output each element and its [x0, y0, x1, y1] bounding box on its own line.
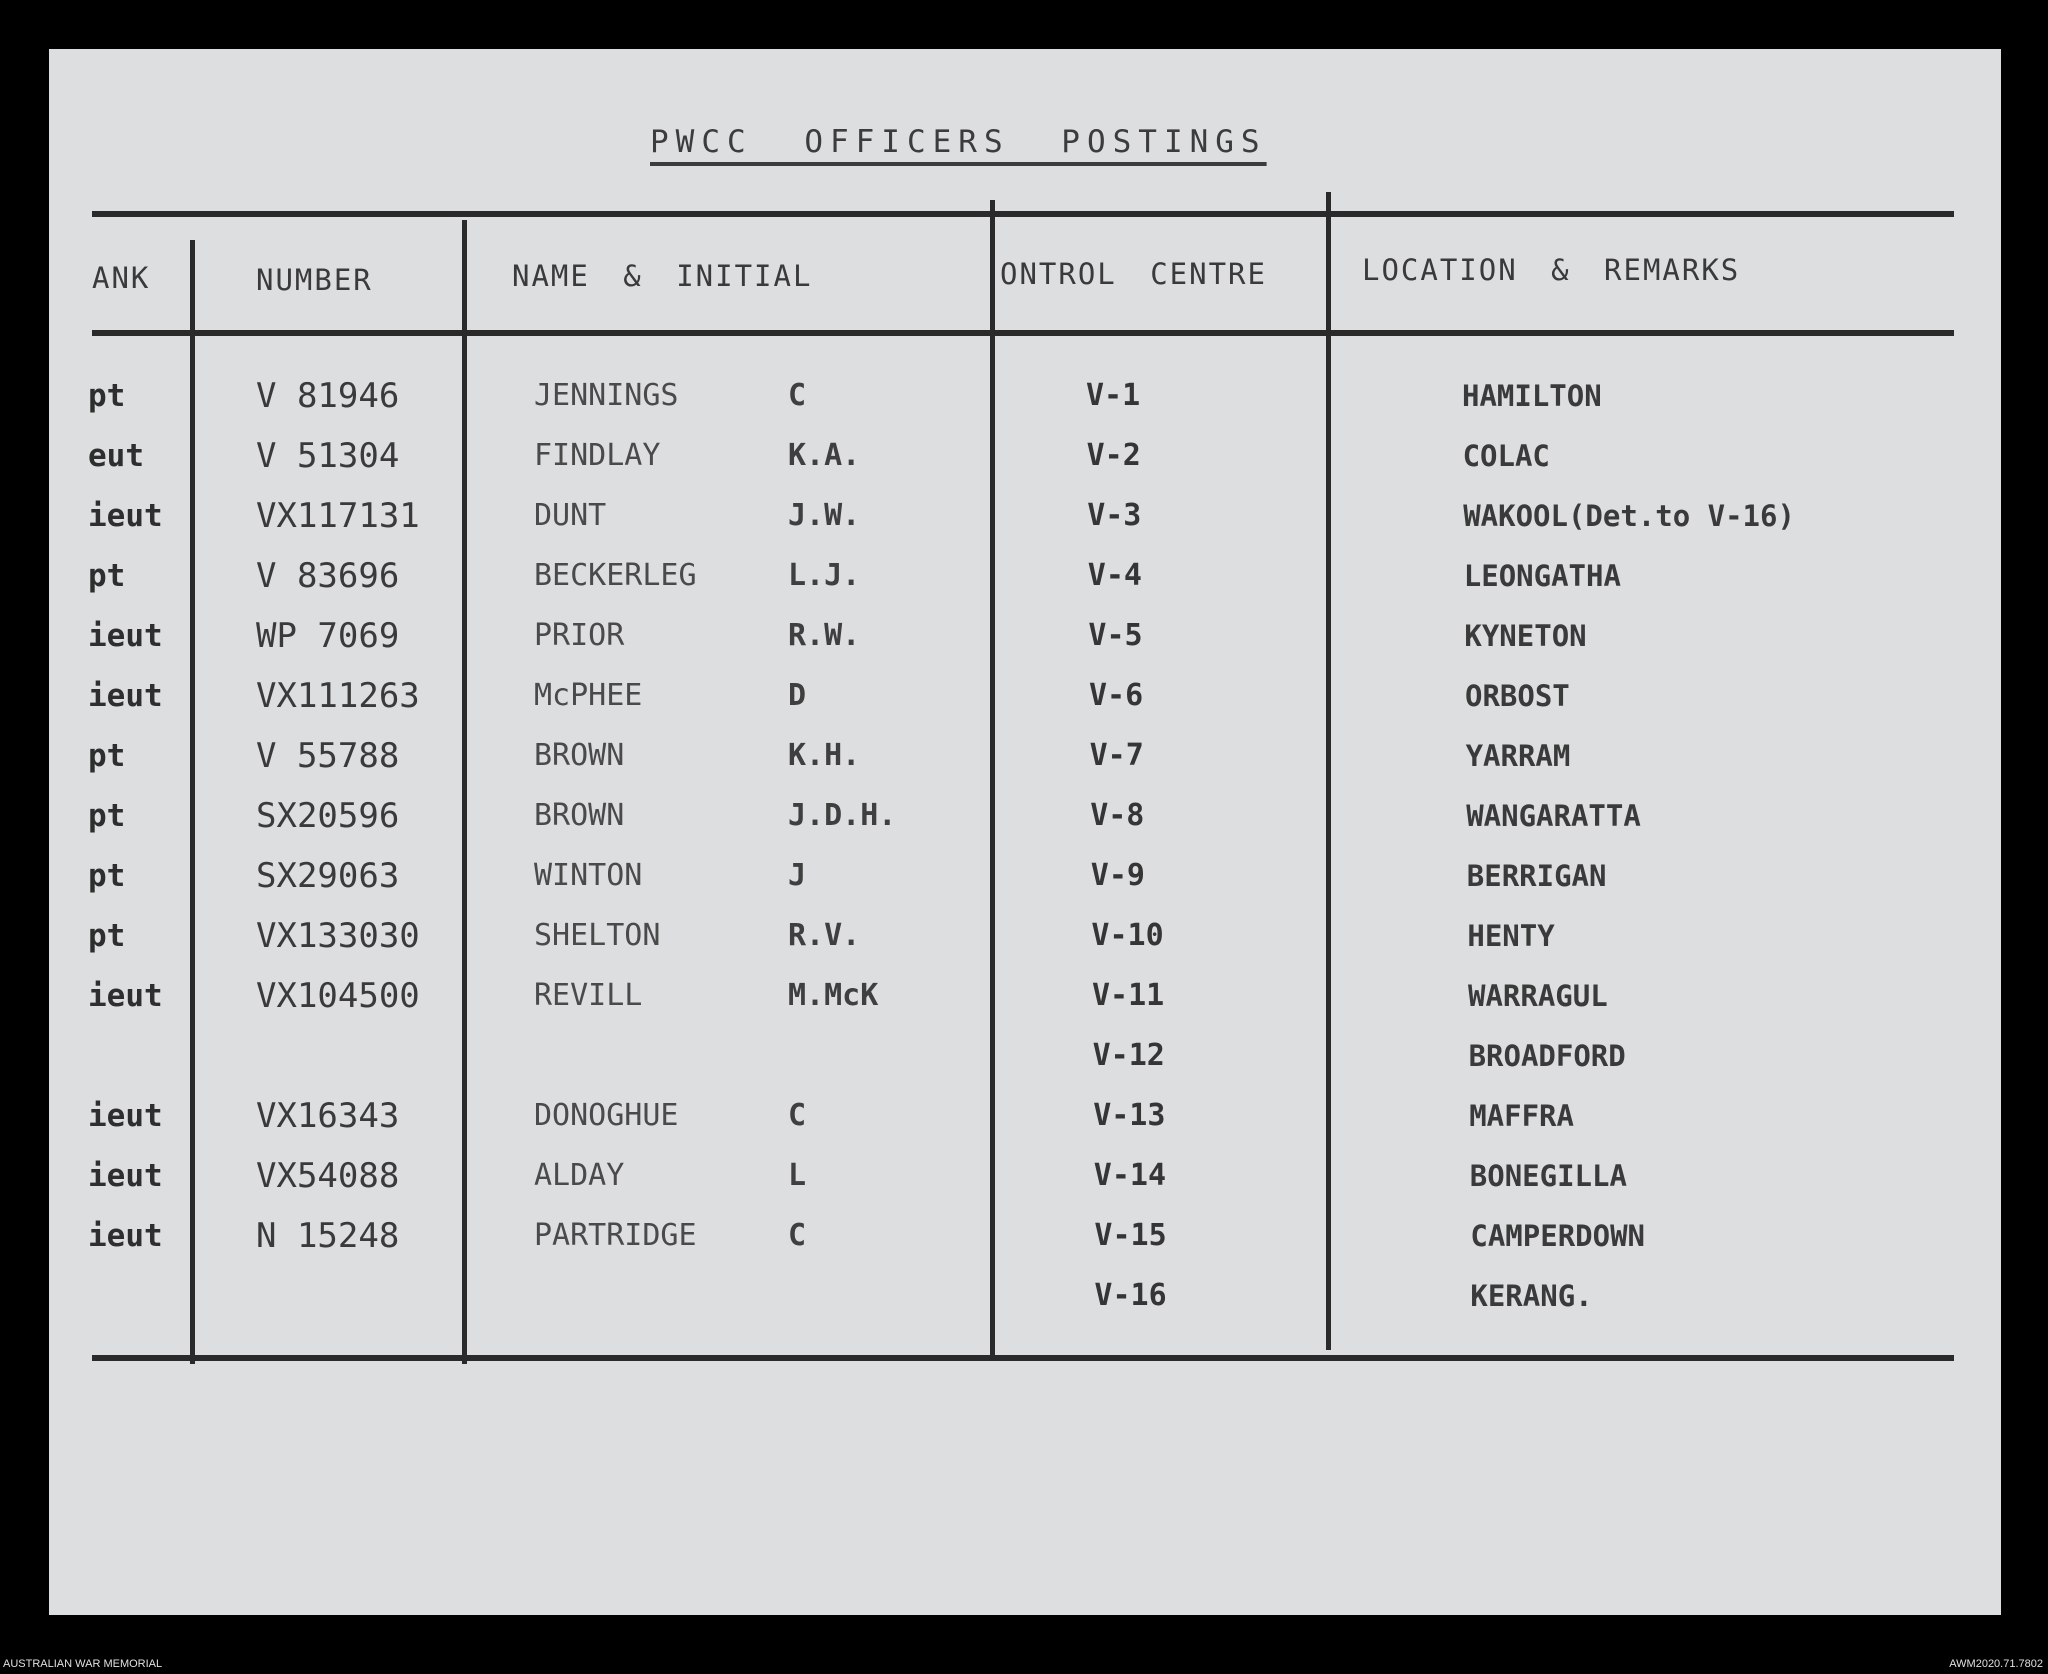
- location-cell: LEONGATHA: [1463, 559, 1621, 593]
- column-divider: [190, 240, 195, 1364]
- location-cell: HENTY: [1467, 919, 1555, 953]
- surname-cell: BECKERLEG: [534, 558, 697, 593]
- control-centre-cell: V-11: [1092, 978, 1165, 1013]
- number-cell: V 81946: [256, 376, 400, 416]
- surname-cell: PRIOR: [534, 618, 625, 653]
- number-cell: V 55788: [256, 736, 400, 776]
- control-centre-cell: V-8: [1090, 798, 1145, 833]
- rank-cell: pt: [88, 918, 126, 954]
- rank-cell: pt: [88, 858, 126, 894]
- location-cell: KYNETON: [1464, 619, 1587, 653]
- number-cell: V 51304: [256, 436, 400, 476]
- number-cell: WP 7069: [256, 616, 400, 656]
- rank-cell: pt: [88, 738, 126, 774]
- surname-cell: SHELTON: [534, 918, 661, 953]
- control-centre-cell: V-15: [1094, 1218, 1167, 1253]
- location-cell: WARRAGUL: [1468, 979, 1608, 1013]
- control-centre-cell: V-3: [1087, 498, 1142, 533]
- initial-cell: L: [788, 1158, 807, 1193]
- initial-cell: J: [788, 858, 807, 893]
- control-centre-cell: V-9: [1090, 858, 1145, 893]
- rank-cell: ieut: [88, 1218, 163, 1254]
- surname-cell: DUNT: [534, 498, 607, 533]
- control-centre-cell: V-12: [1092, 1038, 1165, 1073]
- control-centre-cell: V-5: [1088, 618, 1143, 653]
- footer-right: AWM2020.71.7802: [1949, 1658, 2043, 1670]
- initial-cell: C: [788, 1098, 807, 1133]
- rank-cell: ieut: [88, 618, 163, 654]
- footer-left: AUSTRALIAN WAR MEMORIAL: [3, 1658, 163, 1670]
- number-cell: SX29063: [256, 856, 400, 896]
- rank-cell: ieut: [88, 678, 163, 714]
- control-centre-cell: V-10: [1091, 918, 1164, 953]
- rank-cell: eut: [88, 438, 144, 474]
- number-cell: SX20596: [256, 796, 400, 836]
- header-control-centre: ONTROL CENTRE: [1000, 257, 1267, 291]
- surname-cell: BROWN: [534, 798, 625, 833]
- header-location: LOCATION & REMARKS: [1362, 253, 1741, 287]
- rank-cell: ieut: [88, 498, 163, 534]
- initial-cell: L.J.: [788, 558, 861, 593]
- number-cell: VX111263: [256, 676, 420, 716]
- control-centre-cell: V-6: [1089, 678, 1144, 713]
- header-number: NUMBER: [256, 263, 373, 297]
- surname-cell: ALDAY: [534, 1158, 625, 1193]
- control-centre-cell: V-16: [1094, 1278, 1167, 1313]
- column-divider: [990, 200, 995, 1355]
- location-cell: COLAC: [1462, 439, 1550, 473]
- initial-cell: J.W.: [788, 498, 861, 533]
- rank-cell: ieut: [88, 1098, 163, 1134]
- number-cell: VX104500: [256, 976, 420, 1016]
- table-header-rule: [92, 330, 1954, 336]
- location-cell: WAKOOL(Det.to V-16): [1463, 499, 1795, 533]
- location-cell: BERRIGAN: [1466, 859, 1607, 893]
- surname-cell: DONOGHUE: [534, 1098, 679, 1133]
- surname-cell: REVILL: [534, 978, 643, 1013]
- initial-cell: D: [788, 678, 807, 713]
- header-rank: ANK: [92, 261, 151, 295]
- number-cell: N 15248: [256, 1216, 400, 1256]
- number-cell: VX16343: [256, 1096, 400, 1136]
- table-bottom-rule: [92, 1355, 1954, 1361]
- initial-cell: C: [788, 378, 807, 413]
- location-cell: BROADFORD: [1468, 1039, 1626, 1073]
- column-divider: [1326, 192, 1331, 1350]
- control-centre-cell: V-1: [1086, 378, 1141, 413]
- location-cell: ORBOST: [1465, 679, 1570, 713]
- surname-cell: JENNINGS: [534, 378, 679, 413]
- column-divider: [462, 220, 467, 1364]
- number-cell: VX117131: [256, 496, 420, 536]
- surname-cell: BROWN: [534, 738, 625, 773]
- initial-cell: J.D.H.: [788, 798, 897, 833]
- surname-cell: FINDLAY: [534, 438, 661, 473]
- initial-cell: K.H.: [788, 738, 861, 773]
- control-centre-cell: V-13: [1093, 1098, 1166, 1133]
- location-cell: BONEGILLA: [1469, 1159, 1627, 1193]
- rank-cell: pt: [88, 798, 126, 834]
- location-cell: WANGARATTA: [1466, 799, 1641, 833]
- location-cell: CAMPERDOWN: [1470, 1219, 1645, 1253]
- location-cell: MAFFRA: [1469, 1099, 1574, 1133]
- number-cell: V 83696: [256, 556, 400, 596]
- surname-cell: WINTON: [534, 858, 643, 893]
- surname-cell: PARTRIDGE: [534, 1218, 697, 1253]
- control-centre-cell: V-14: [1093, 1158, 1167, 1193]
- number-cell: VX54088: [256, 1156, 400, 1196]
- control-centre-cell: V-2: [1086, 438, 1141, 473]
- initial-cell: C: [788, 1218, 807, 1253]
- rank-cell: ieut: [88, 1158, 163, 1194]
- initial-cell: K.A.: [788, 438, 861, 473]
- initial-cell: M.McK: [788, 978, 879, 1013]
- location-cell: HAMILTON: [1462, 379, 1602, 413]
- rank-cell: pt: [88, 378, 126, 414]
- control-centre-cell: V-7: [1089, 738, 1144, 773]
- location-cell: YARRAM: [1465, 739, 1571, 773]
- surname-cell: McPHEE: [534, 678, 643, 713]
- control-centre-cell: V-4: [1087, 558, 1142, 593]
- initial-cell: R.V.: [788, 918, 861, 953]
- location-cell: KERANG.: [1470, 1279, 1593, 1313]
- page-title: PWCC OFFICERS POSTINGS: [650, 124, 1267, 160]
- number-cell: VX133030: [256, 916, 420, 956]
- initial-cell: R.W.: [788, 618, 861, 653]
- header-name: NAME & INITIAL: [512, 259, 813, 293]
- rank-cell: ieut: [88, 978, 163, 1014]
- rank-cell: pt: [88, 558, 126, 594]
- table-top-rule: [92, 211, 1954, 217]
